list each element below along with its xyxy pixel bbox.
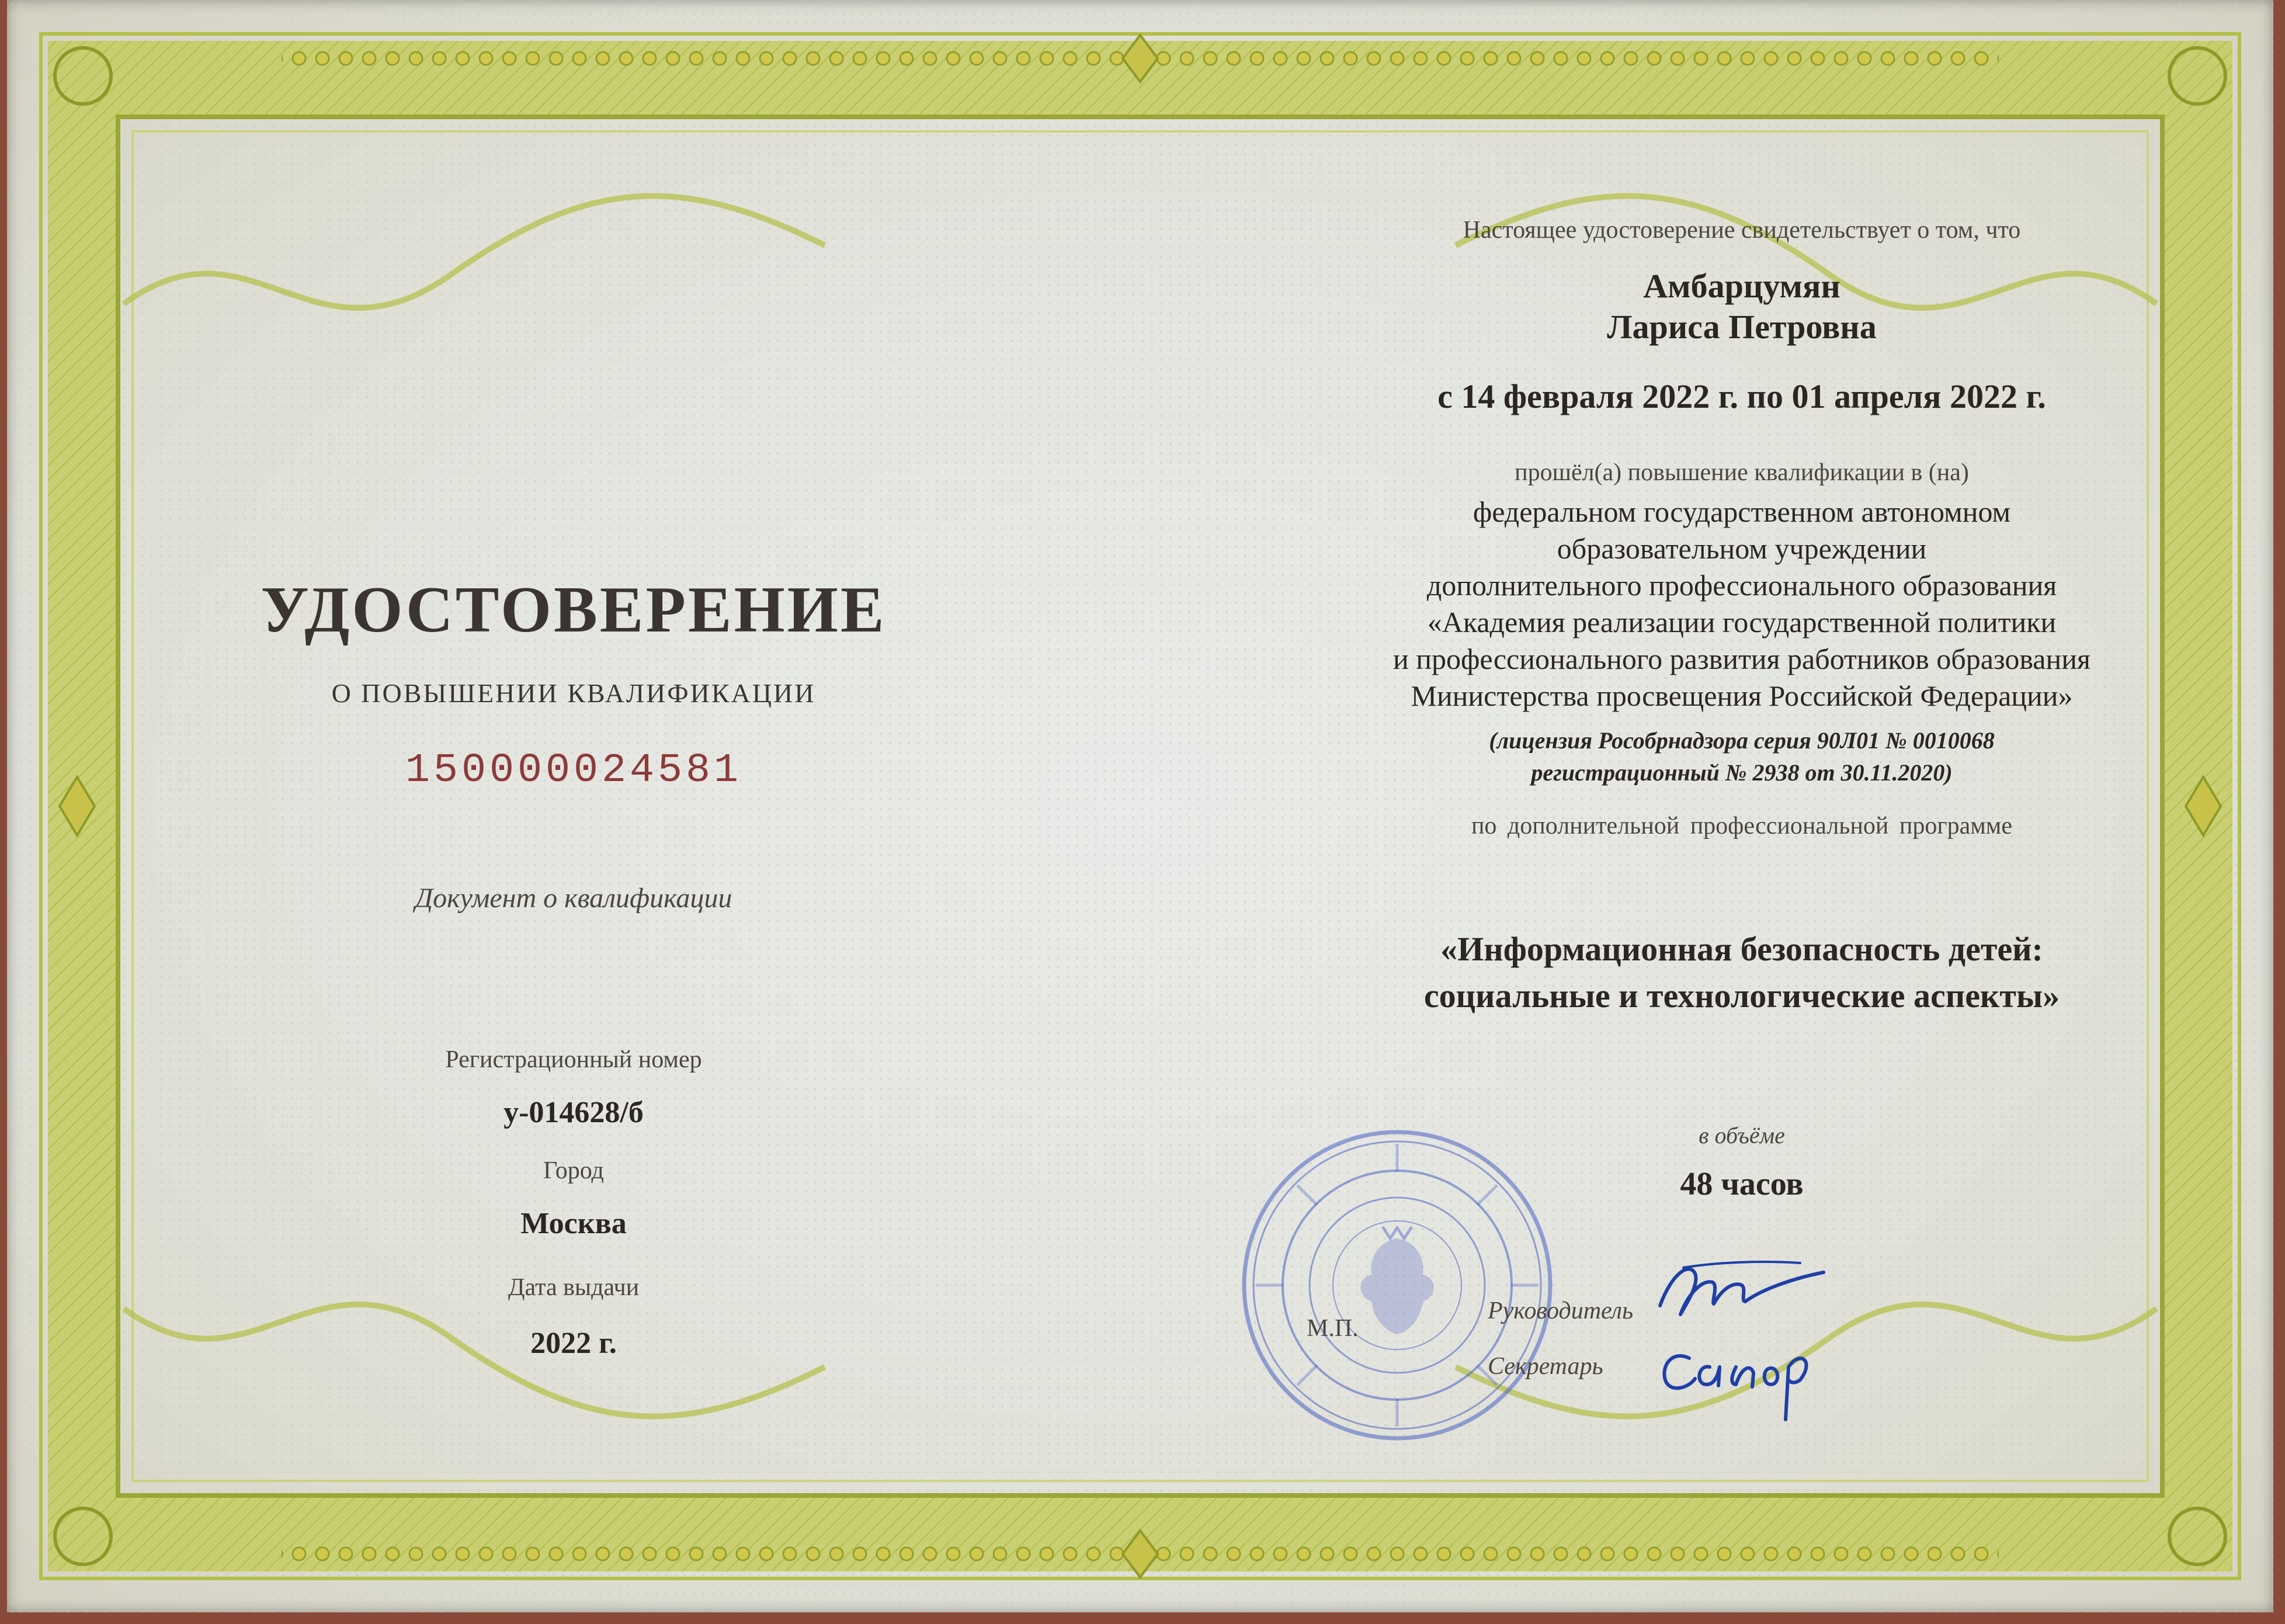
intro-text: Настоящее удостоверение свидетельствует о том, что bbox=[1463, 217, 2021, 244]
holder-surname: Амбарцумян bbox=[1643, 267, 1840, 305]
certificate-sheet bbox=[7, 0, 2273, 1612]
head-signature-label: Руководитель bbox=[1488, 1297, 1634, 1324]
holder-given-names: Лариса Петровна bbox=[1607, 308, 1877, 346]
organization-line: дополнительного профессионального образования bbox=[1426, 569, 2057, 602]
program-title-line: социальные и технологические аспекты» bbox=[1423, 977, 2060, 1015]
program-title bbox=[1251, 926, 2232, 1019]
license-info bbox=[1251, 724, 2232, 789]
license-line: регистрационный № 2938 от 30.11.2020) bbox=[1531, 759, 1953, 786]
city-value: Москва bbox=[520, 1207, 627, 1240]
registration-number-label: Регистрационный номер bbox=[445, 1046, 702, 1073]
certificate-subtitle: О ПОВЫШЕНИИ КВАЛИФИКАЦИИ bbox=[331, 678, 816, 708]
document-type: Документ о квалификации bbox=[415, 883, 732, 914]
issue-date-label: Дата выдачи bbox=[508, 1274, 640, 1301]
program-title-line: «Информационная безопасность детей: bbox=[1440, 930, 2043, 968]
organization-name bbox=[1251, 494, 2232, 714]
volume-label: в объёме bbox=[1699, 1122, 1785, 1148]
organization-line: Министерства просвещения Российской Федерации» bbox=[1411, 679, 2073, 712]
organization-line: образовательном учреждении bbox=[1557, 532, 1927, 565]
organization-line: «Академия реализации государственной политики bbox=[1427, 606, 2057, 639]
registration-number-value: у-014628/б bbox=[503, 1096, 644, 1129]
certificate-number: 150000024581 bbox=[405, 748, 742, 794]
seal-placeholder-label: М.П. bbox=[1307, 1315, 1359, 1342]
holder-name bbox=[1251, 266, 2232, 348]
passed-text: прошёл(а) повышение квалификации в (на) bbox=[1515, 459, 1969, 486]
organization-line: и профессионального развития работников образования bbox=[1392, 643, 2091, 675]
head-signature bbox=[1648, 1250, 1835, 1332]
program-label: по дополнительной профессиональной программе bbox=[1471, 813, 2013, 839]
secretary-signature-label: Секретарь bbox=[1488, 1353, 1603, 1380]
hours-value: 48 часов bbox=[1680, 1166, 1804, 1202]
secretary-signature bbox=[1654, 1326, 1818, 1425]
certificate-title: УДОСТОВЕРЕНИЕ bbox=[261, 574, 887, 646]
organization-line: федеральном государственном автономном bbox=[1473, 495, 2011, 528]
license-line: (лицензия Рособрнадзора серия 90Л01 № 0010068 bbox=[1489, 727, 1995, 754]
training-period: с 14 февраля 2022 г. по 01 апреля 2022 г. bbox=[1437, 377, 2046, 415]
official-seal-stamp bbox=[1234, 1122, 1561, 1449]
city-label: Город bbox=[543, 1157, 604, 1184]
issue-date-value: 2022 г. bbox=[530, 1327, 617, 1360]
